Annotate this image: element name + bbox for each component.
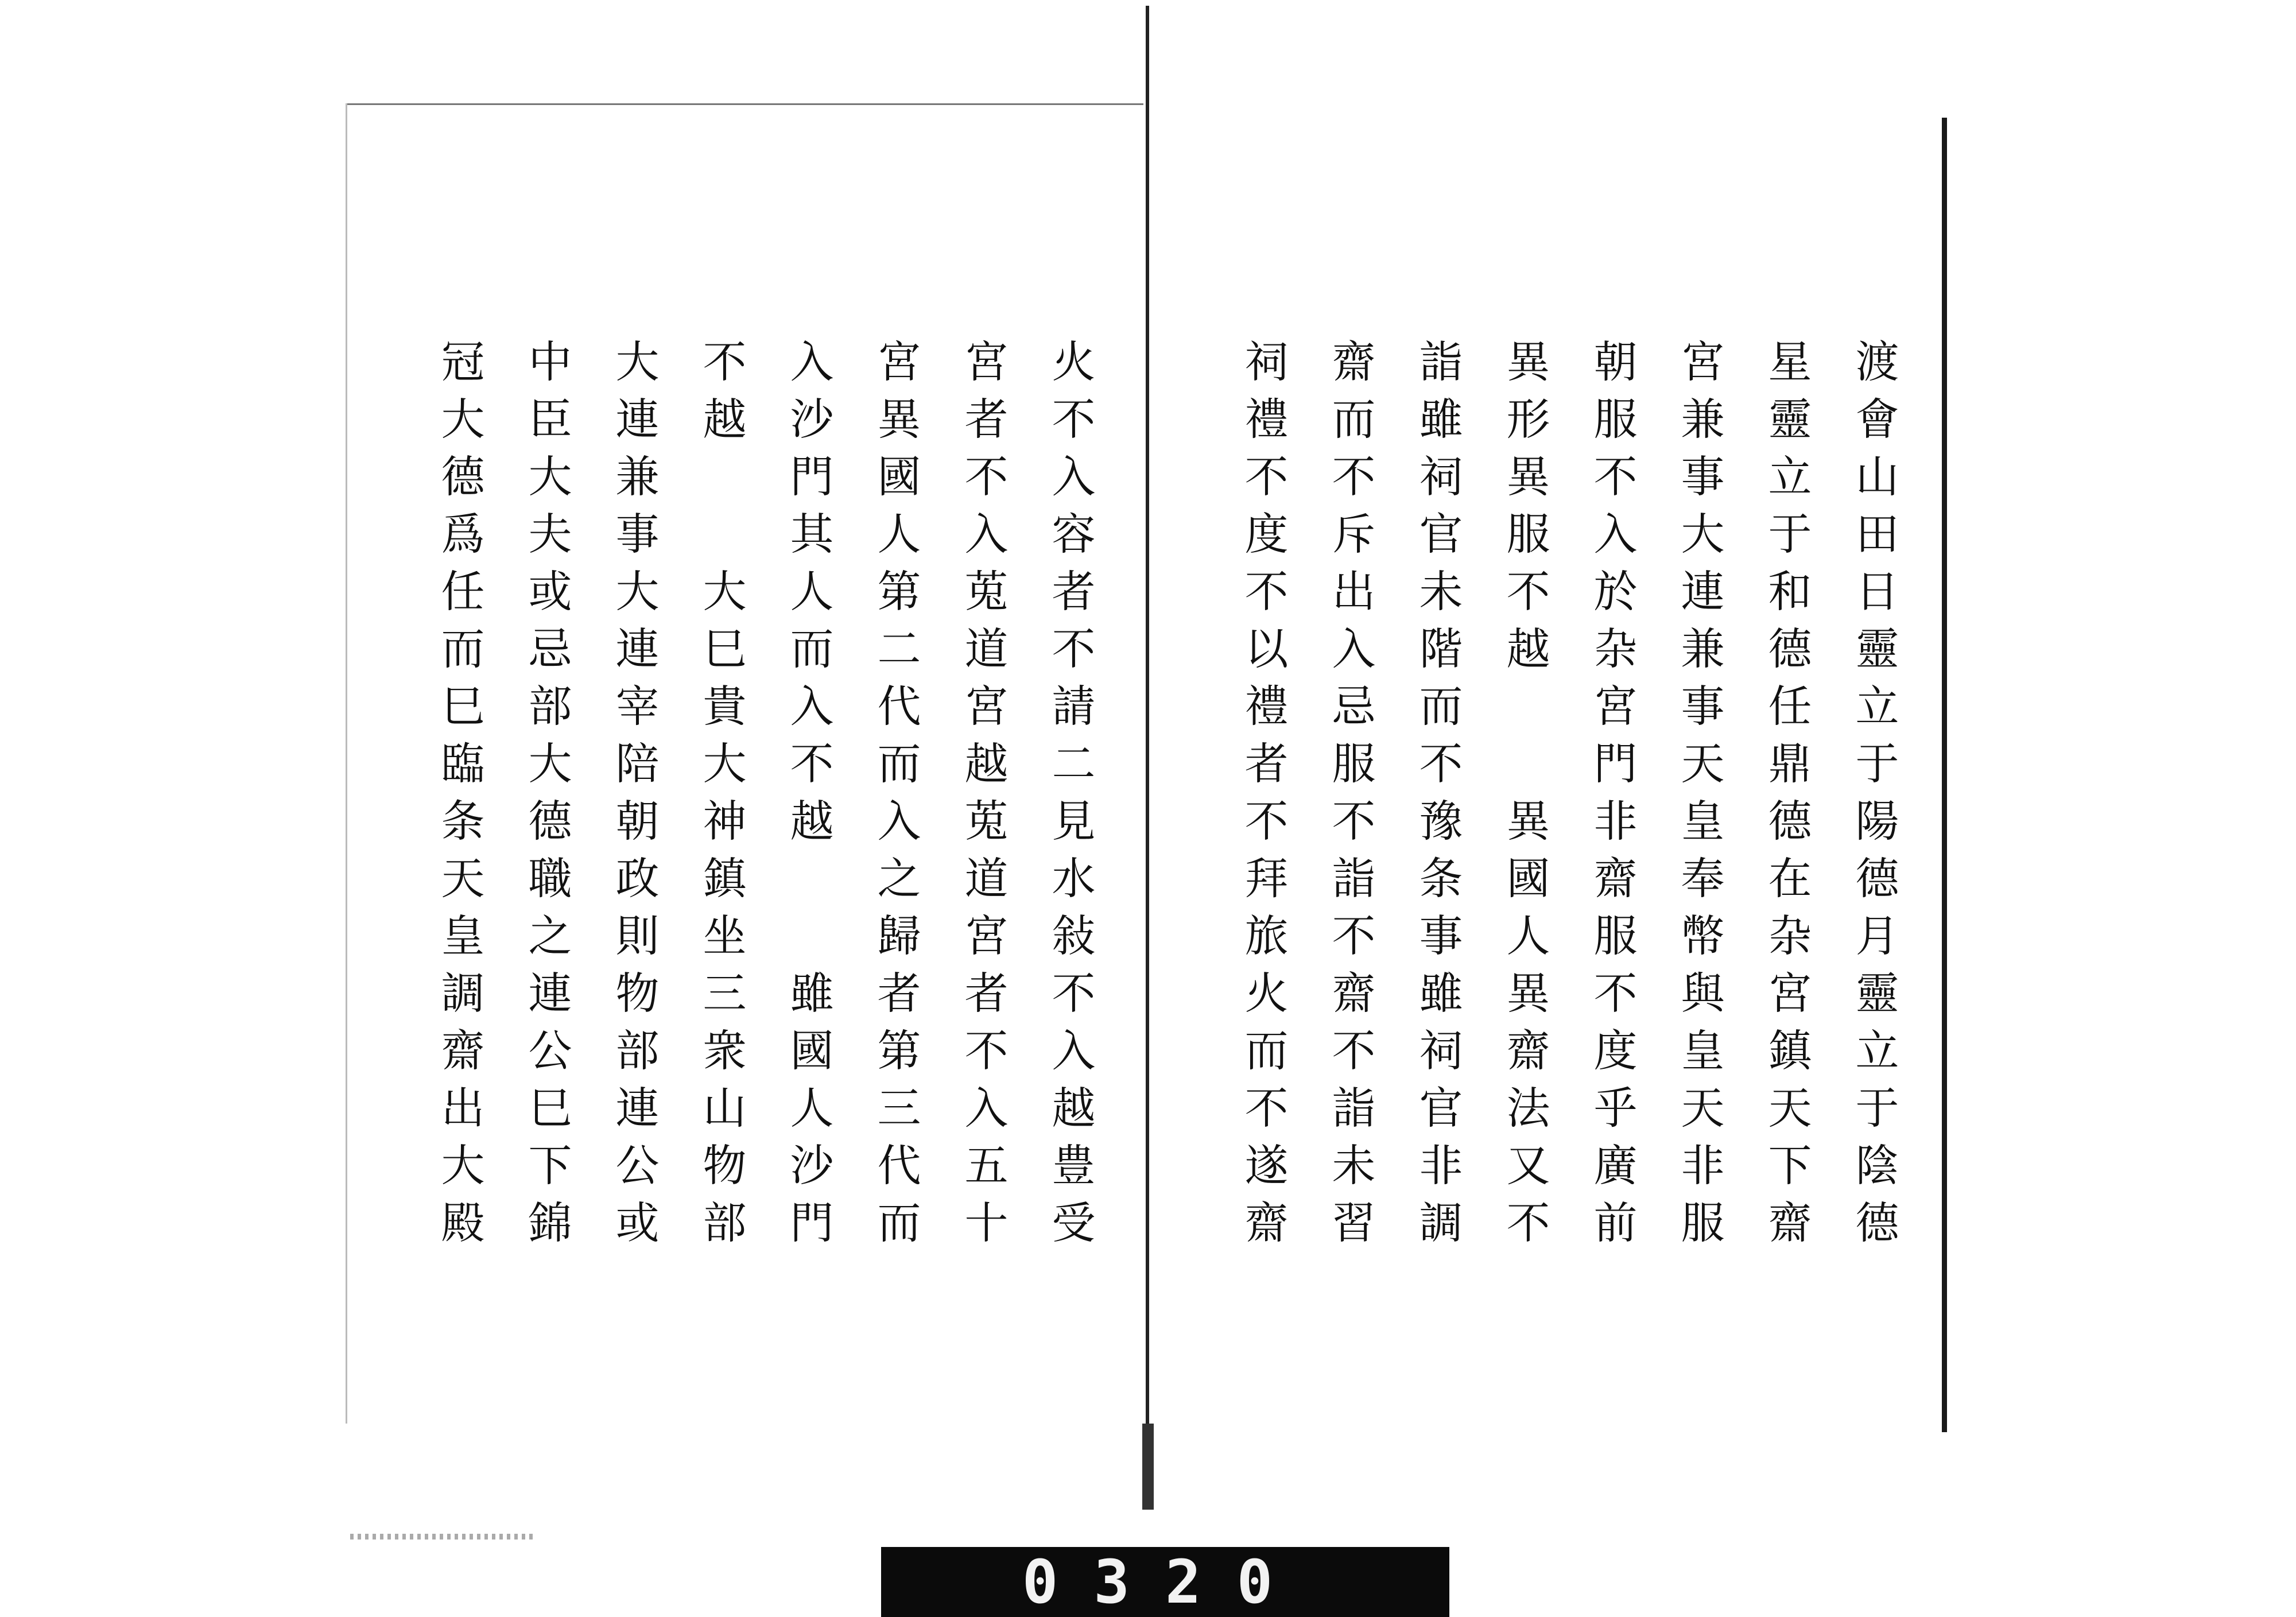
text-column: 詣雖祠官未階而不豫条事雖祠官非調 — [1412, 339, 1463, 1257]
text-column: 宮兼事大連兼事天皇奉幣與皇天非服 — [1674, 339, 1725, 1257]
text-column: 入沙門其人而入不越 雖國人沙門 — [783, 339, 834, 1257]
left-page-text — [367, 339, 1114, 1349]
text-column: 星靈立于和德任鼎德在杂宮鎮天下齋 — [1761, 339, 1812, 1257]
text-column: 朝服不入於杂宮門非齋服不度乎廣前 — [1587, 339, 1638, 1257]
text-column: 火不入容者不請二見水敍不入越豊受 — [1045, 339, 1096, 1257]
text-column: 齋而不斥出入忌服不詣不齋不詣未習 — [1325, 339, 1376, 1257]
scan-smudge — [350, 1534, 534, 1540]
text-column: 不越 大巳貴大神鎮坐三衆山物部 — [696, 339, 747, 1257]
text-column: 異形異服不越 異國人異齋法又不 — [1499, 339, 1550, 1257]
page-number-stamp — [881, 1547, 1449, 1617]
text-column: 宮異國人第二代而入之歸者第三代而 — [870, 339, 921, 1257]
text-column: 大連兼事大連宰陪朝政則物部連公或 — [608, 339, 660, 1257]
right-page-edge-line — [1942, 118, 1947, 1432]
text-column: 祠禮不度不以禮者不拜旅火而不遂齋 — [1238, 339, 1289, 1257]
center-gutter-line — [1146, 6, 1149, 1510]
text-column: 渡會山田日靈立于陽德月靈立于陰德 — [1848, 339, 1899, 1257]
text-column: 宮者不入莵道宮越莵道宮者不入五十 — [957, 339, 1009, 1257]
page-frame-left-line — [346, 103, 347, 1424]
text-column: 中臣大夫或忌部大德職之連公巳下錦 — [521, 339, 572, 1257]
page-number: 0320 — [1022, 1547, 1309, 1617]
text-column: 冠大德爲任而巳臨条天皇調齋出大殿 — [434, 339, 485, 1257]
right-page-text — [1182, 339, 1917, 1349]
page-frame-top-line — [346, 103, 1143, 105]
gutter-binding-mark — [1142, 1424, 1154, 1510]
